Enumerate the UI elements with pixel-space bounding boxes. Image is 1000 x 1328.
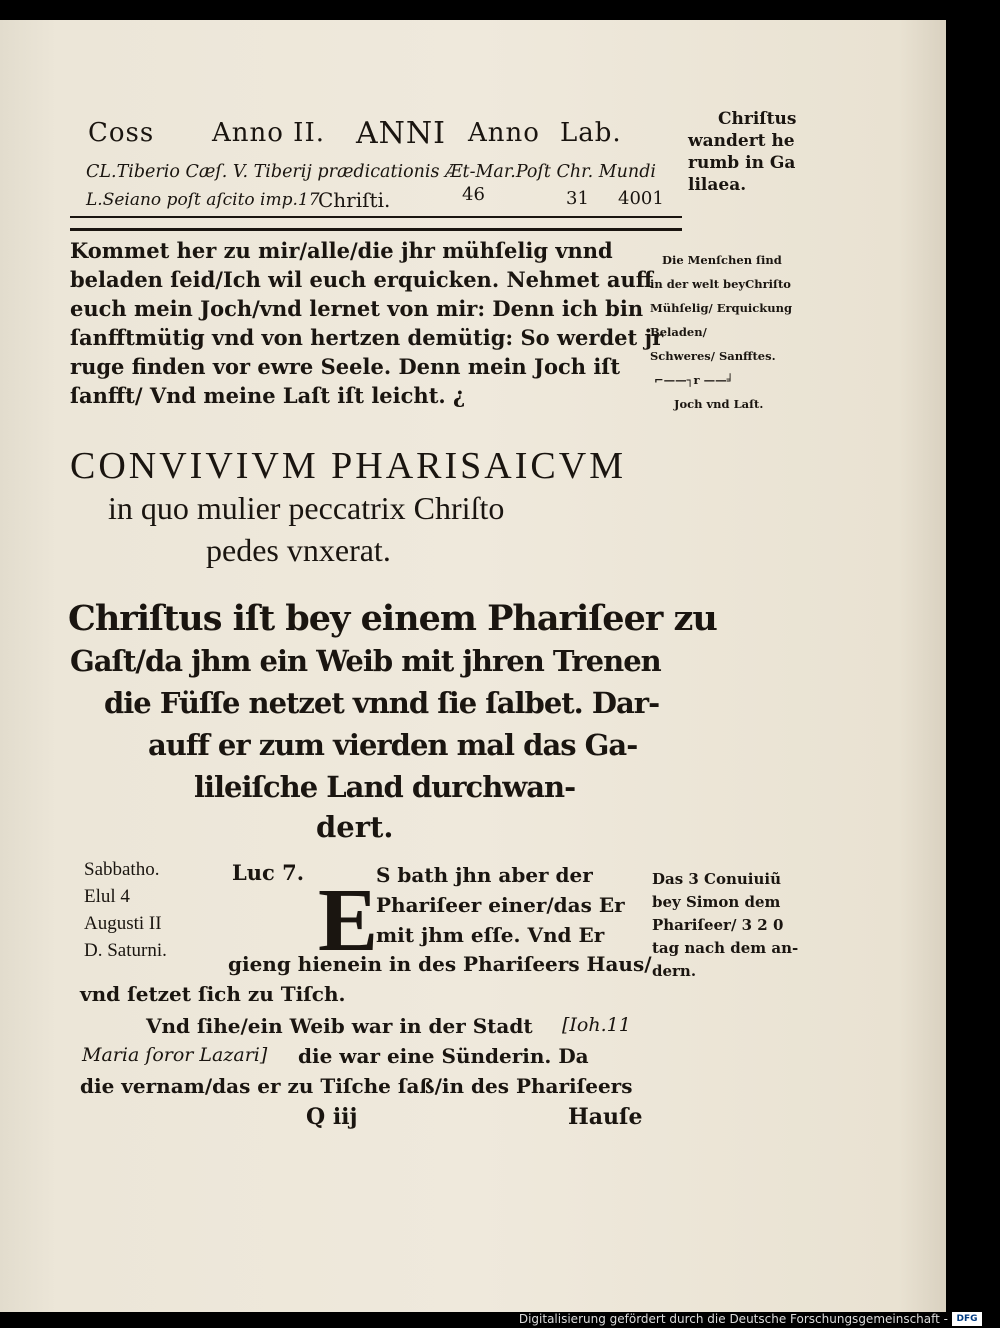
catchword: Hauſe xyxy=(568,1104,643,1130)
dfg-logo: DFG xyxy=(952,1312,982,1326)
margin-note-top xyxy=(688,108,796,196)
margin-note-mid-line: Die Menſchen ſind xyxy=(662,253,782,267)
verse-block xyxy=(70,236,663,410)
body-ref-john: [Ioh.11 xyxy=(562,1014,631,1036)
latin-title-line-3: pedes vnxerat. xyxy=(206,532,391,568)
margin-dates xyxy=(84,856,167,964)
margin-note-mid-line: Beladen/ xyxy=(650,325,707,339)
margin-note-bottom-line: Das 3 Conuiuiũ xyxy=(652,870,782,888)
body-line: die war eine Sünderin. Da xyxy=(298,1044,589,1068)
body-line: gieng hienein in des Phariſeers Haus/ xyxy=(228,952,652,976)
latin-title-line-2: in quo mulier peccatrix Chriſto xyxy=(108,490,505,526)
german-heading-line-6: dert. xyxy=(316,810,394,844)
body-line: Vnd ſihe/ein Weib war in der Stadt xyxy=(146,1014,533,1038)
header-year-31: 31 xyxy=(566,188,589,209)
header-christi: Chriſti. xyxy=(318,188,391,212)
header-year-46: 46 xyxy=(462,184,485,205)
body-line: vnd ſetzet ſich zu Tiſch. xyxy=(80,982,346,1006)
margin-note-bottom-line: bey Simon dem xyxy=(652,893,781,911)
header-anno2: Anno xyxy=(468,118,540,148)
header-lab: Lab. xyxy=(560,118,622,148)
header-coss: Coss xyxy=(88,118,155,148)
header-anno: Anno II. xyxy=(212,118,325,148)
german-heading-line-1: Chriſtus iſt bey einem Phariſeer zu xyxy=(68,598,717,639)
header-rule-top xyxy=(70,216,682,218)
margin-note-bottom-line: Phariſeer/ 3 2 0 xyxy=(652,916,784,934)
margin-note-top-line: wandert he xyxy=(688,131,795,151)
margin-note-bottom-line: dern. xyxy=(652,962,697,980)
verse-line: ruge finden vor ewre Seele. Denn mein Joch iſt xyxy=(70,354,621,379)
signature-mark: Q iij xyxy=(306,1104,358,1130)
latin-title-line-1: CONVIVIVM PHARISAICVM xyxy=(70,445,626,487)
margin-note-middle xyxy=(650,248,792,416)
margin-date-line: D. Saturni. xyxy=(84,940,167,961)
footer-credit: Digitalisierung gefördert durch die Deutsche Forschungsgemeinschaft - xyxy=(518,1312,948,1326)
header-rule-bottom xyxy=(70,228,682,231)
header-line-3: L.Seiano poſt aſcito imp.17 xyxy=(86,190,320,210)
margin-date-line: Elul 4 xyxy=(84,886,130,907)
margin-note-bottom xyxy=(652,868,798,983)
verse-line: beladen ſeid/Ich wil euch erquicken. Nehmet auff xyxy=(70,267,653,292)
initial-letter: E xyxy=(318,871,379,970)
margin-note-mid-line: Schweres/ Sanfftes. xyxy=(650,349,776,363)
german-heading-line-3: die Füſſe netzet vnnd ſie ſalbet. Dar- xyxy=(104,686,660,720)
german-heading-line-2: Gaſt/da jhm ein Weib mit jhren Trenen xyxy=(70,644,661,678)
luke-reference: Luc 7. xyxy=(232,860,305,885)
margin-note-bottom-line: tag nach dem an- xyxy=(652,939,799,957)
header-year-4001: 4001 xyxy=(618,188,664,209)
header-line-2: CL.Tiberio Cæſ. V. Tiberij prædicationis Æt-Mar.Poſt Chr. Mundi xyxy=(86,162,656,182)
german-heading-line-5: lileiſche Land durchwan- xyxy=(194,770,576,804)
body-line: S bath jhn aber der xyxy=(376,863,593,887)
verse-line: euch mein Joch/vnd lernet von mir: Denn ich bin xyxy=(70,296,644,321)
body-ref-maria: Maria ſoror Lazari] xyxy=(82,1044,268,1066)
verse-line: Kommet her zu mir/alle/die jhr mühſelig vnnd xyxy=(70,238,613,263)
margin-note-top-line: lilaea. xyxy=(688,175,747,195)
margin-note-mid-line: in der welt beyChriſto xyxy=(650,277,791,291)
margin-note-top-line: rumb in Ga xyxy=(688,153,796,173)
margin-date-line: Augusti II xyxy=(84,913,162,934)
body-line: die vernam/das er zu Tiſche ſaß/in des Phariſeers xyxy=(80,1074,633,1098)
verse-line: ſanfftmütig vnd von hertzen demütig: So werdet jr xyxy=(70,325,664,350)
margin-note-mid-line: Joch vnd Laſt. xyxy=(674,397,764,411)
verse-line: ſanfft/ Vnd meine Laſt iſt leicht. ¿ xyxy=(70,383,466,408)
margin-date-line: Sabbatho. xyxy=(84,859,160,880)
header-anni: ANNI xyxy=(356,116,447,151)
body-line: Phariſeer einer/das Er xyxy=(376,893,625,917)
body-line: mit jhm eſſe. Vnd Er xyxy=(376,923,605,947)
margin-note-mid-line: ⌐——┐r ——╛ xyxy=(654,373,734,387)
margin-note-mid-line: Mühſelig/ Erquickung xyxy=(650,301,793,315)
margin-note-top-line: Chriſtus xyxy=(718,109,797,129)
german-heading-line-4: auff er zum vierden mal das Ga- xyxy=(148,728,638,762)
body-block-initial xyxy=(376,860,625,950)
book-page xyxy=(0,20,946,1312)
